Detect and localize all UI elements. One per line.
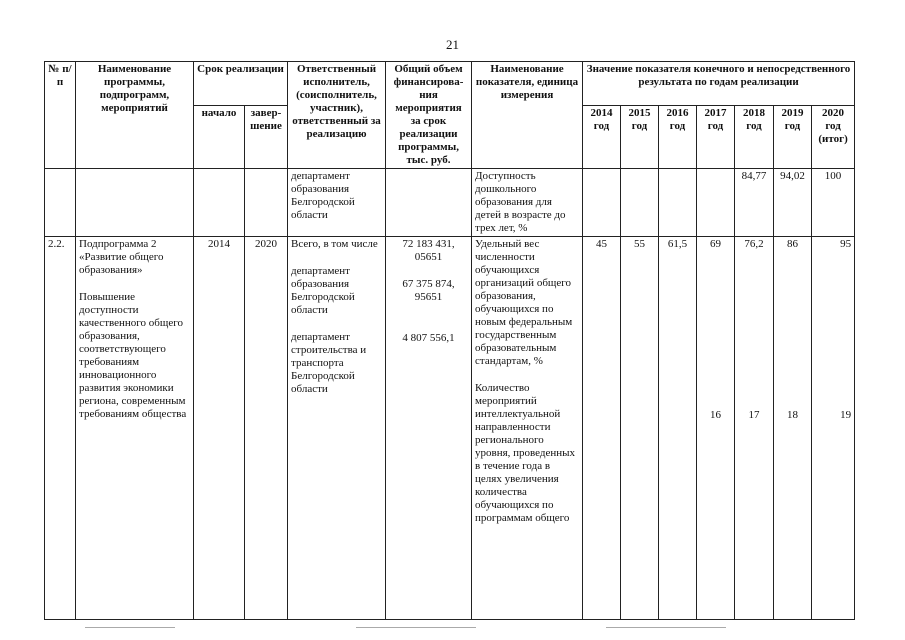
funding-cell: [386, 237, 472, 620]
header-year: 2014 год: [583, 105, 621, 168]
value-a: 61,5: [667, 238, 688, 250]
value-cell: [583, 237, 621, 620]
value-cell: [697, 169, 735, 237]
value-b: 18: [787, 409, 799, 421]
scan-artifact-line: [356, 627, 476, 628]
value-a: 69: [710, 238, 722, 250]
term-end-cell: 2020: [245, 237, 288, 620]
value-a: 76,2: [744, 238, 764, 250]
header-values-title: Значение показателя конечного и непосредственного результата по годам реализации: [583, 62, 855, 106]
value-cell: 84,77: [735, 169, 774, 237]
header-year: 2018 год: [735, 105, 774, 168]
value-a: 95: [840, 238, 852, 250]
header-indicator: Наименование показателя, единица измерения: [472, 62, 583, 169]
indicator-cell: Доступность дошкольного образования для детей в возрасте до трех лет, %: [472, 169, 583, 237]
value-cell: [659, 237, 697, 620]
value-a: 55: [634, 238, 646, 250]
responsible-cell: департамент образования Белгородской области: [288, 169, 386, 237]
header-year: 2019 год: [774, 105, 812, 168]
program-table: [44, 61, 855, 620]
subprogram-title: Подпрограмма 2 «Развитие общего образования»: [79, 238, 164, 276]
value-b: 19: [840, 409, 852, 421]
value-cell: [697, 237, 735, 620]
value-a: 86: [787, 238, 799, 250]
header-year: 2016 год: [659, 105, 697, 168]
indicator-cell: [472, 237, 583, 620]
value-cell: [621, 237, 659, 620]
responsible-construction: департамент строительства и транспорта Белгородской области: [291, 331, 367, 395]
funding-total: 72 183 431, 05651: [402, 238, 455, 263]
value-cell: [583, 169, 621, 237]
value-cell: 100: [812, 169, 855, 237]
header-year: 2017 год: [697, 105, 735, 168]
header-name: Наименование программы, подпрограмм, мероприятий: [76, 62, 194, 169]
value-cell: [659, 169, 697, 237]
subprogram-goal: Повышение доступности качественного общего образования, соответствующего требованиям инновационного развития экономики региона, современным требованиям общества: [79, 291, 187, 420]
header-term-start: начало: [194, 105, 245, 168]
header-num: № п/п: [45, 62, 76, 169]
value-a: 45: [596, 238, 608, 250]
header-responsible: Ответственный исполнитель, (соисполнитель, участник), ответственный за реализацию: [288, 62, 386, 169]
header-term: Срок реализации: [194, 62, 288, 106]
value-cell: [735, 237, 774, 620]
page-number: 21: [446, 37, 459, 52]
responsible-total: Всего, в том числе: [291, 238, 378, 250]
program-name-cell: [76, 237, 194, 620]
value-b: 17: [748, 409, 760, 421]
value-b: 16: [710, 409, 722, 421]
table-row: [45, 169, 855, 237]
value-cell: [812, 237, 855, 620]
value-cell: [621, 169, 659, 237]
funding-education: 67 375 874, 95651: [402, 278, 455, 303]
term-start-cell: 2014: [194, 237, 245, 620]
header-funding: Общий объем финансирова-ния мероприятия за срок реализации программы, тыс. руб.: [386, 62, 472, 169]
header-row-1: [45, 62, 855, 106]
indicator-share: Удельный вес численности обучающихся организаций общего образования, обучающихся по новым федеральным государственным образовательным стандартам, %: [475, 238, 573, 367]
funding-construction: 4 807 556,1: [402, 332, 455, 344]
responsible-education: департамент образования Белгородской области: [291, 265, 355, 316]
indicator-events: Количество мероприятий интеллектуальной направленности регионального уровня, проведенных в течение года в целях увеличения количества обучающихся по программам общего: [475, 382, 576, 524]
header-year: 2015 год: [621, 105, 659, 168]
header-year: 2020 год (итог): [812, 105, 855, 168]
row-number: 2.2.: [45, 237, 76, 620]
responsible-cell: [288, 237, 386, 620]
scan-artifact-line: [606, 627, 726, 628]
value-cell: 94,02: [774, 169, 812, 237]
header-term-end: завер-шение: [245, 105, 288, 168]
scan-artifact-line: [85, 627, 175, 628]
value-cell: [774, 237, 812, 620]
table-row: [45, 237, 855, 620]
